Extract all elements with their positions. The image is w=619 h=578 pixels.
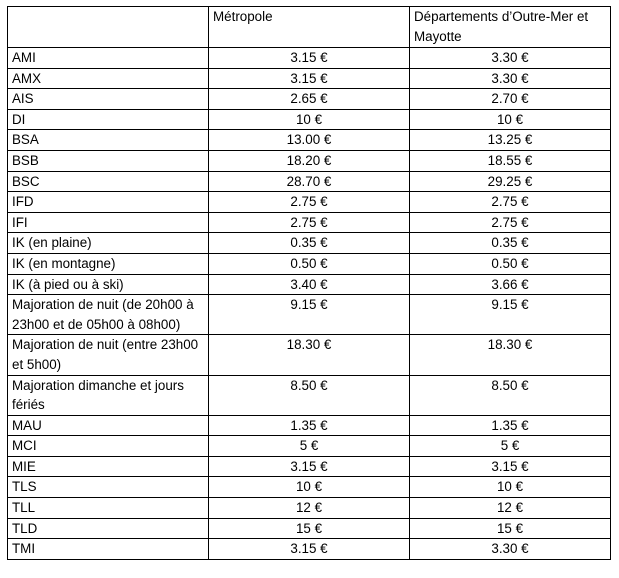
table-row — [8, 456, 611, 477]
table-row — [8, 150, 611, 171]
dom-price-cell: 2.75 € — [410, 212, 611, 233]
dom-price-cell: 8.50 € — [410, 375, 611, 415]
table-row — [8, 498, 611, 519]
dom-price-cell: 18.30 € — [410, 335, 611, 375]
act-code-cell: AMX — [8, 68, 209, 89]
metropole-price-cell: 10 € — [209, 109, 410, 130]
metropole-price-cell: 8.50 € — [209, 375, 410, 415]
table-row — [8, 233, 611, 254]
table-row — [8, 295, 611, 335]
act-code-cell: BSA — [8, 130, 209, 151]
dom-price-cell: 18.55 € — [410, 150, 611, 171]
table-row — [8, 415, 611, 436]
metropole-price-cell: 18.20 € — [209, 150, 410, 171]
dom-price-cell: 29.25 € — [410, 171, 611, 192]
dom-price-cell: 10 € — [410, 109, 611, 130]
metropole-price-cell: 3.15 € — [209, 68, 410, 89]
table-row — [8, 253, 611, 274]
table-row — [8, 274, 611, 295]
dom-price-cell: 15 € — [410, 518, 611, 539]
metropole-price-cell: 2.65 € — [209, 89, 410, 110]
metropole-price-cell: 15 € — [209, 518, 410, 539]
act-code-cell: MCI — [8, 436, 209, 457]
act-code-cell: AIS — [8, 89, 209, 110]
metropole-price-cell: 2.75 € — [209, 192, 410, 213]
dom-price-cell: 2.70 € — [410, 89, 611, 110]
act-code-cell: MIE — [8, 456, 209, 477]
metropole-price-cell: 13.00 € — [209, 130, 410, 151]
act-code-cell: BSB — [8, 150, 209, 171]
table-row — [8, 539, 611, 560]
table-row — [8, 68, 611, 89]
table-row — [8, 335, 611, 375]
act-code-cell: MAU — [8, 415, 209, 436]
table-row — [8, 109, 611, 130]
metropole-price-cell: 10 € — [209, 477, 410, 498]
header-cell-act — [8, 7, 209, 48]
table-row — [8, 518, 611, 539]
dom-price-cell: 3.66 € — [410, 274, 611, 295]
act-code-cell: IFD — [8, 192, 209, 213]
metropole-price-cell: 12 € — [209, 498, 410, 519]
header-cell-dom: Départements d’Outre-Mer et Mayotte — [410, 7, 611, 48]
metropole-price-cell: 1.35 € — [209, 415, 410, 436]
dom-price-cell: 5 € — [410, 436, 611, 457]
dom-price-cell: 3.30 € — [410, 539, 611, 560]
metropole-price-cell: 0.35 € — [209, 233, 410, 254]
act-code-cell: TLD — [8, 518, 209, 539]
dom-price-cell: 10 € — [410, 477, 611, 498]
act-code-cell: BSC — [8, 171, 209, 192]
metropole-price-cell: 3.15 € — [209, 539, 410, 560]
dom-price-cell: 3.30 € — [410, 48, 611, 69]
act-code-cell: IK (à pied ou à ski) — [8, 274, 209, 295]
act-code-cell: IK (en montagne) — [8, 253, 209, 274]
table-row — [8, 477, 611, 498]
table-row — [8, 375, 611, 415]
table-row — [8, 48, 611, 69]
metropole-price-cell: 3.15 € — [209, 456, 410, 477]
metropole-price-cell: 5 € — [209, 436, 410, 457]
act-code-cell: TLS — [8, 477, 209, 498]
table-row — [8, 212, 611, 233]
table-row — [8, 436, 611, 457]
dom-price-cell: 13.25 € — [410, 130, 611, 151]
tariff-table — [7, 6, 611, 560]
dom-price-cell: 12 € — [410, 498, 611, 519]
metropole-price-cell: 3.40 € — [209, 274, 410, 295]
act-code-cell: IFI — [8, 212, 209, 233]
metropole-price-cell: 18.30 € — [209, 335, 410, 375]
table-header-row — [8, 7, 611, 48]
table-row — [8, 89, 611, 110]
act-code-cell: IK (en plaine) — [8, 233, 209, 254]
act-code-cell: TLL — [8, 498, 209, 519]
dom-price-cell: 0.35 € — [410, 233, 611, 254]
metropole-price-cell: 0.50 € — [209, 253, 410, 274]
table-row — [8, 130, 611, 151]
metropole-price-cell: 28.70 € — [209, 171, 410, 192]
tariff-table-body — [8, 7, 611, 560]
dom-price-cell: 2.75 € — [410, 192, 611, 213]
act-code-cell: Majoration dimanche et jours fériés — [8, 375, 209, 415]
dom-price-cell: 0.50 € — [410, 253, 611, 274]
act-code-cell: DI — [8, 109, 209, 130]
act-code-cell: Majoration de nuit (entre 23h00 et 5h00) — [8, 335, 209, 375]
dom-price-cell: 1.35 € — [410, 415, 611, 436]
table-row — [8, 192, 611, 213]
metropole-price-cell: 3.15 € — [209, 48, 410, 69]
act-code-cell: Majoration de nuit (de 20h00 à 23h00 et de 05h00 à 08h00) — [8, 295, 209, 335]
metropole-price-cell: 9.15 € — [209, 295, 410, 335]
dom-price-cell: 3.30 € — [410, 68, 611, 89]
metropole-price-cell: 2.75 € — [209, 212, 410, 233]
document-page — [7, 6, 611, 560]
act-code-cell: AMI — [8, 48, 209, 69]
dom-price-cell: 9.15 € — [410, 295, 611, 335]
table-row — [8, 171, 611, 192]
dom-price-cell: 3.15 € — [410, 456, 611, 477]
header-cell-metropole: Métropole — [209, 7, 410, 48]
act-code-cell: TMI — [8, 539, 209, 560]
